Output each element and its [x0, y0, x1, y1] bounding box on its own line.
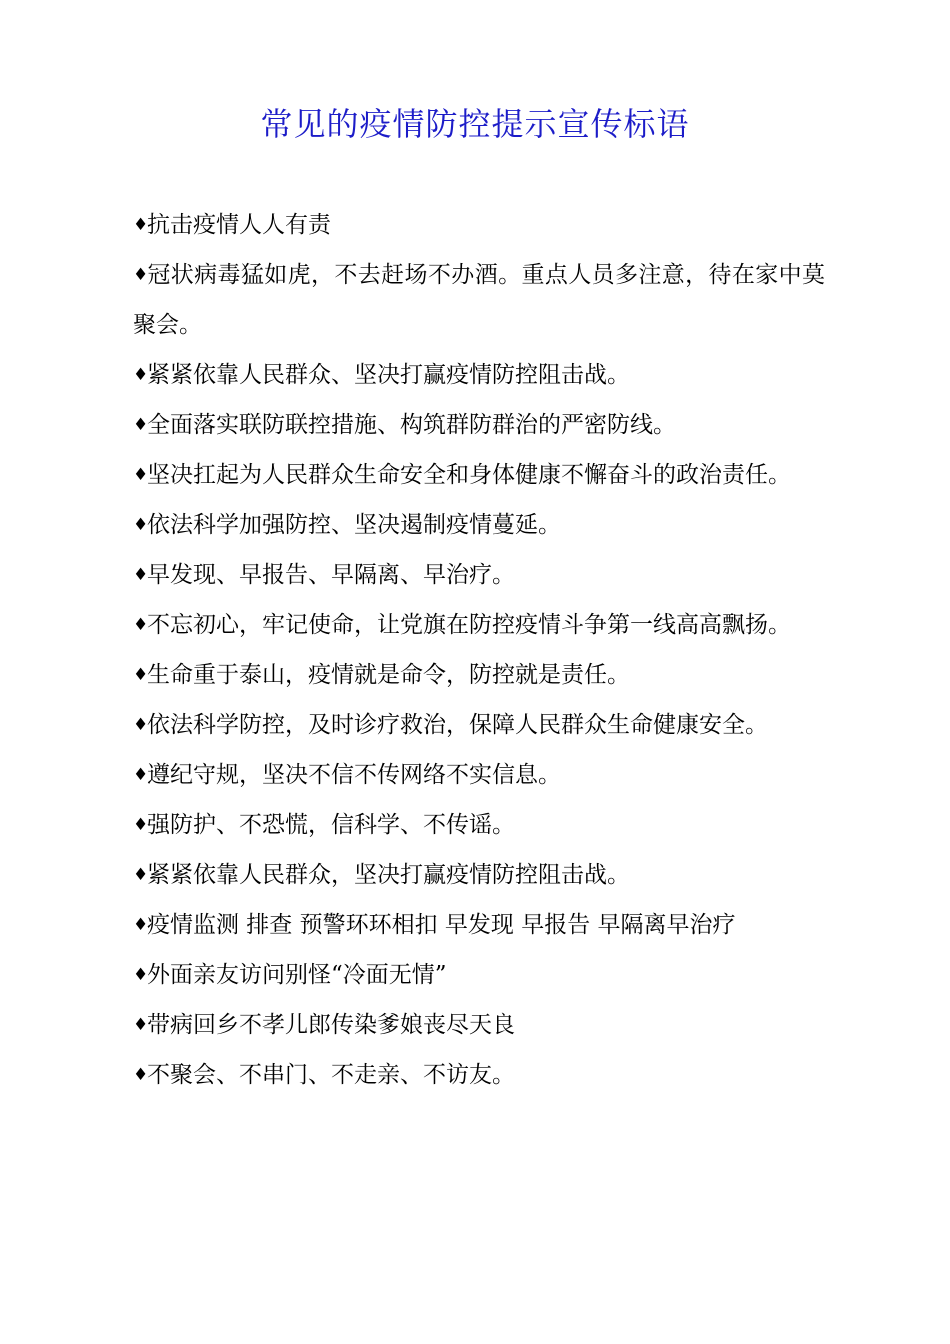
list-item: [133, 750, 825, 800]
slogan-text: 依法科学加强防控、坚决遏制疫情蔓延。: [147, 512, 561, 538]
diamond-bullet-icon: ♦: [133, 1015, 149, 1035]
diamond-bullet-icon: ♦: [133, 665, 149, 685]
diamond-bullet-icon: ♦: [133, 215, 149, 235]
diamond-bullet-icon: ♦: [133, 565, 149, 585]
diamond-bullet-icon: ♦: [133, 865, 149, 885]
list-item: [133, 200, 825, 250]
diamond-bullet-icon: ♦: [133, 515, 149, 535]
diamond-bullet-icon: ♦: [133, 815, 149, 835]
diamond-bullet-icon: ♦: [133, 415, 149, 435]
list-item: [133, 950, 825, 1000]
slogan-text: 坚决扛起为人民群众生命安全和身体健康不懈奋斗的政治责任。: [147, 462, 791, 488]
list-item: [133, 1050, 825, 1100]
slogan-text: 生命重于泰山，疫情就是命令，防控就是责任。: [147, 662, 630, 688]
list-item: [133, 600, 825, 650]
slogan-text: 带病回乡不孝儿郎传染爹娘丧尽天良: [147, 1012, 515, 1038]
list-item: [133, 550, 825, 600]
slogan-text: 早发现、早报告、早隔离、早治疗。: [147, 562, 515, 588]
slogan-text: 强防护、不恐慌，信科学、不传谣。: [147, 812, 515, 838]
list-item: [133, 400, 825, 450]
list-item: [133, 650, 825, 700]
slogan-text: 紧紧依靠人民群众、坚决打赢疫情防控阻击战。: [147, 362, 630, 388]
list-item: [133, 1000, 825, 1050]
diamond-bullet-icon: ♦: [133, 965, 149, 985]
diamond-bullet-icon: ♦: [133, 1065, 149, 1085]
slogan-text: 不聚会、不串门、不走亲、不访友。: [147, 1062, 515, 1088]
list-item: [133, 850, 825, 900]
list-item: [133, 350, 825, 400]
slogan-text: 不忘初心，牢记使命，让党旗在防控疫情斗争第一线高高飘扬。: [147, 612, 791, 638]
slogan-text: 遵纪守规，坚决不信不传网络不实信息。: [147, 762, 561, 788]
list-item: [133, 700, 825, 750]
diamond-bullet-icon: ♦: [133, 465, 149, 485]
diamond-bullet-icon: ♦: [133, 615, 149, 635]
page-title: 常见的疫情防控提示宣传标语: [260, 105, 690, 143]
list-item: [133, 900, 825, 950]
diamond-bullet-icon: ♦: [133, 365, 149, 385]
list-item: [133, 250, 825, 350]
list-item: [133, 450, 825, 500]
slogan-text: 疫情监测 排查 预警环环相扣 早发现 早报告 早隔离早治疗: [147, 912, 736, 938]
slogan-text: 全面落实联防联控措施、构筑群防群治的严密防线。: [147, 412, 676, 438]
diamond-bullet-icon: ♦: [133, 715, 149, 735]
slogan-text: 紧紧依靠人民群众，坚决打赢疫情防控阻击战。: [147, 862, 630, 888]
slogan-list: [133, 200, 825, 1100]
slogan-text: 冠状病毒猛如虎，不去赶场不办酒。重点人员多注意，待在家中莫聚会。: [133, 262, 825, 338]
list-item: [133, 800, 825, 850]
diamond-bullet-icon: ♦: [133, 765, 149, 785]
list-item: [133, 500, 825, 550]
slogan-text: 依法科学防控，及时诊疗救治，保障人民群众生命健康安全。: [147, 712, 768, 738]
slogan-text: 抗击疫情人人有责: [147, 212, 331, 238]
slogan-text: 外面亲友访问别怪“冷面无情”: [147, 962, 447, 988]
diamond-bullet-icon: ♦: [133, 265, 149, 285]
diamond-bullet-icon: ♦: [133, 915, 149, 935]
